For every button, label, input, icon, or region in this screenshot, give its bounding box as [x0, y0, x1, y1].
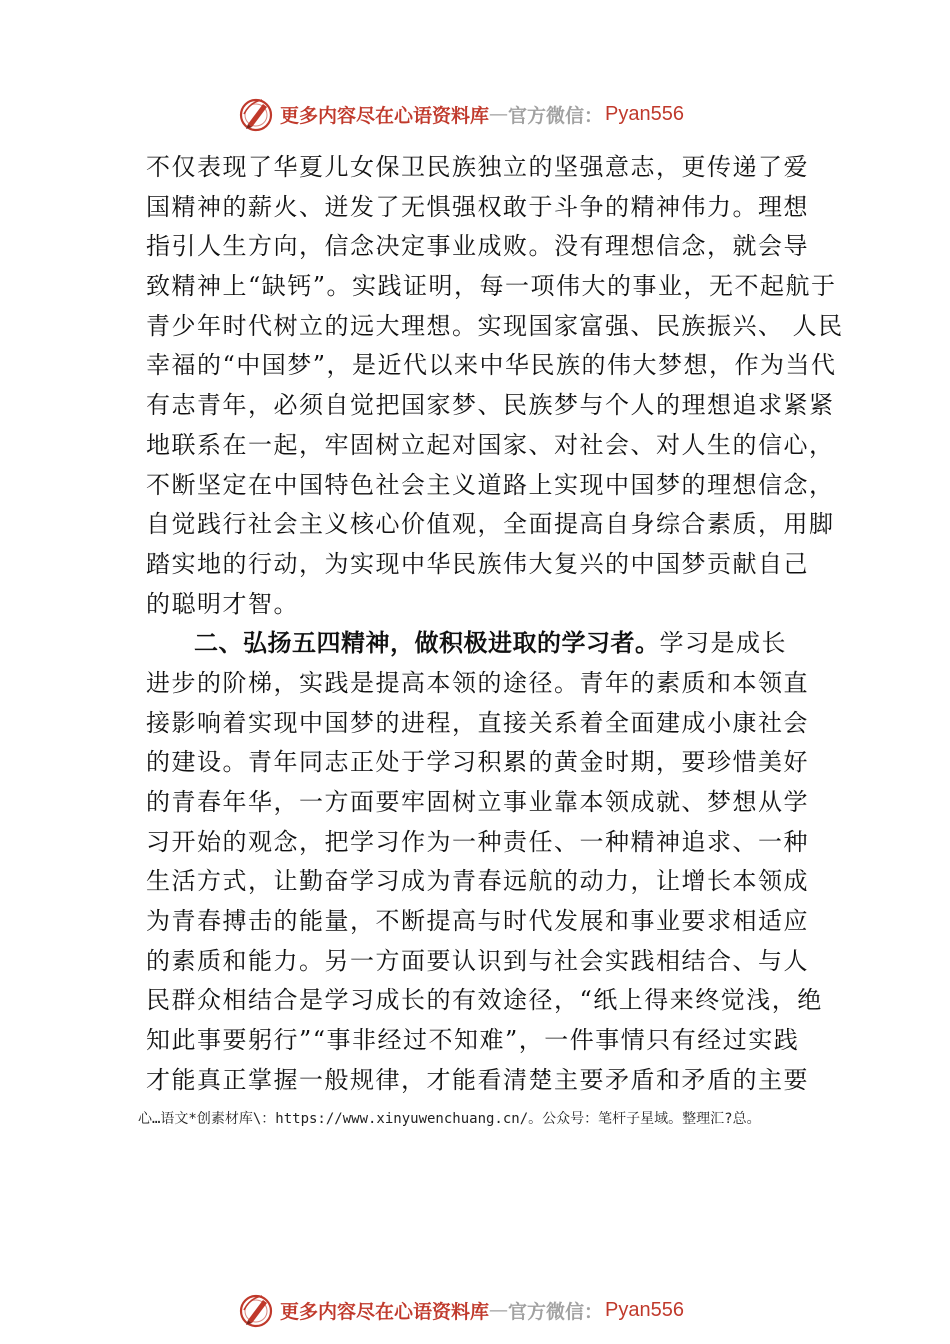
text-line: 国精神的薪火、迸发了无惧强权敢于斗争的精神伟力。理想 — [146, 192, 809, 221]
banner-wechat-label: 官方微信： — [508, 104, 604, 127]
text-line: 的素质和能力。另一方面要认识到与社会实践相结合、与人 — [146, 946, 809, 975]
section-heading-rest: 学习是成长 — [659, 629, 787, 658]
banner-separator: — — [489, 103, 509, 125]
text-line: 地联系在一起，牢固树立起对国家、对社会、对人生的信心， — [146, 430, 835, 459]
text-line: 知此事要躬行”“事非经过不知难”，一件事情只有经过实践 — [146, 1026, 800, 1055]
banner-title: 更多内容尽在心语资料库 — [280, 104, 490, 127]
text-line: 青少年时代树立的远大理想。实现国家富强、民族振兴、 人民 — [146, 311, 844, 340]
text-line: 民群众相结合是学习成长的有效途径，“纸上得来终觉浅，绝 — [146, 986, 823, 1015]
text-line: 才能真正掌握一般规律，才能看清楚主要矛盾和矛盾的主要 — [146, 1065, 809, 1094]
text-line: 有志青年，必须自觉把国家梦、民族梦与个人的理想追求紧紧 — [146, 391, 835, 420]
section-heading-line — [146, 624, 826, 664]
text-line: 的聪明才智。 — [146, 589, 299, 618]
text-line: 为青春搏击的能量，不断提高与时代发展和事业要求相适应 — [146, 907, 809, 936]
text-line: 踏实地的行动，为实现中华民族伟大复兴的中国梦贡献自己 — [146, 549, 809, 578]
text-line: 致精神上“缺钙”。实践证明，每一项伟大的事业，无不起航于 — [146, 272, 837, 301]
text-line: 进步的阶梯，实践是提高本领的途径。青年的素质和本领直 — [146, 668, 809, 697]
text-line: 接影响着实现中国梦的进程，直接关系着全面建成小康社会 — [146, 708, 809, 737]
text-line: 的建设。青年同志正处于学习积累的黄金时期，要珍惜美好 — [146, 748, 809, 777]
section-heading: 二、弘扬五四精神，做积极进取的学习者。 — [194, 629, 660, 658]
text-line: 不仅表现了华夏儿女保卫民族独立的坚强意志，更传递了爱 — [146, 153, 809, 181]
footer-banner — [236, 1290, 684, 1330]
banner-title: 更多内容尽在心语资料库 — [280, 1300, 490, 1323]
footnote: 心…语文*创素材库\：https://www.xinyuwenchuang.cn/。公众号：笔杆子星域。整理汇?总。 — [138, 1111, 761, 1127]
pen-logo-icon — [236, 1290, 276, 1330]
text-line: 指引人生方向，信念决定事业成败。没有理想信念，就会导 — [146, 232, 809, 261]
text-line: 生活方式，让勤奋学习成为青春远航的动力，让增长本领成 — [146, 867, 809, 896]
text-line: 不断坚定在中国特色社会主义道路上实现中国梦的理想信念， — [146, 470, 835, 499]
header-banner — [236, 94, 684, 134]
banner-separator: — — [489, 1299, 509, 1321]
banner-wechat-label: 官方微信： — [508, 1300, 604, 1323]
text-line: 自觉践行社会主义核心价值观，全面提高自身综合素质，用脚 — [146, 510, 835, 539]
text-line: 习开始的观念，把学习作为一种责任、一种精神追求、一种 — [146, 827, 809, 856]
banner-wechat-id: Pyan556 — [605, 1298, 684, 1321]
text-line: 的青春年华，一方面要牢固树立事业靠本领成就、梦想从学 — [146, 788, 809, 816]
document-body — [146, 148, 844, 1101]
text-line: 幸福的“中国梦”，是近代以来中华民族的伟大梦想，作为当代 — [146, 351, 837, 380]
pen-logo-icon — [236, 94, 276, 134]
banner-wechat-id: Pyan556 — [605, 102, 684, 125]
